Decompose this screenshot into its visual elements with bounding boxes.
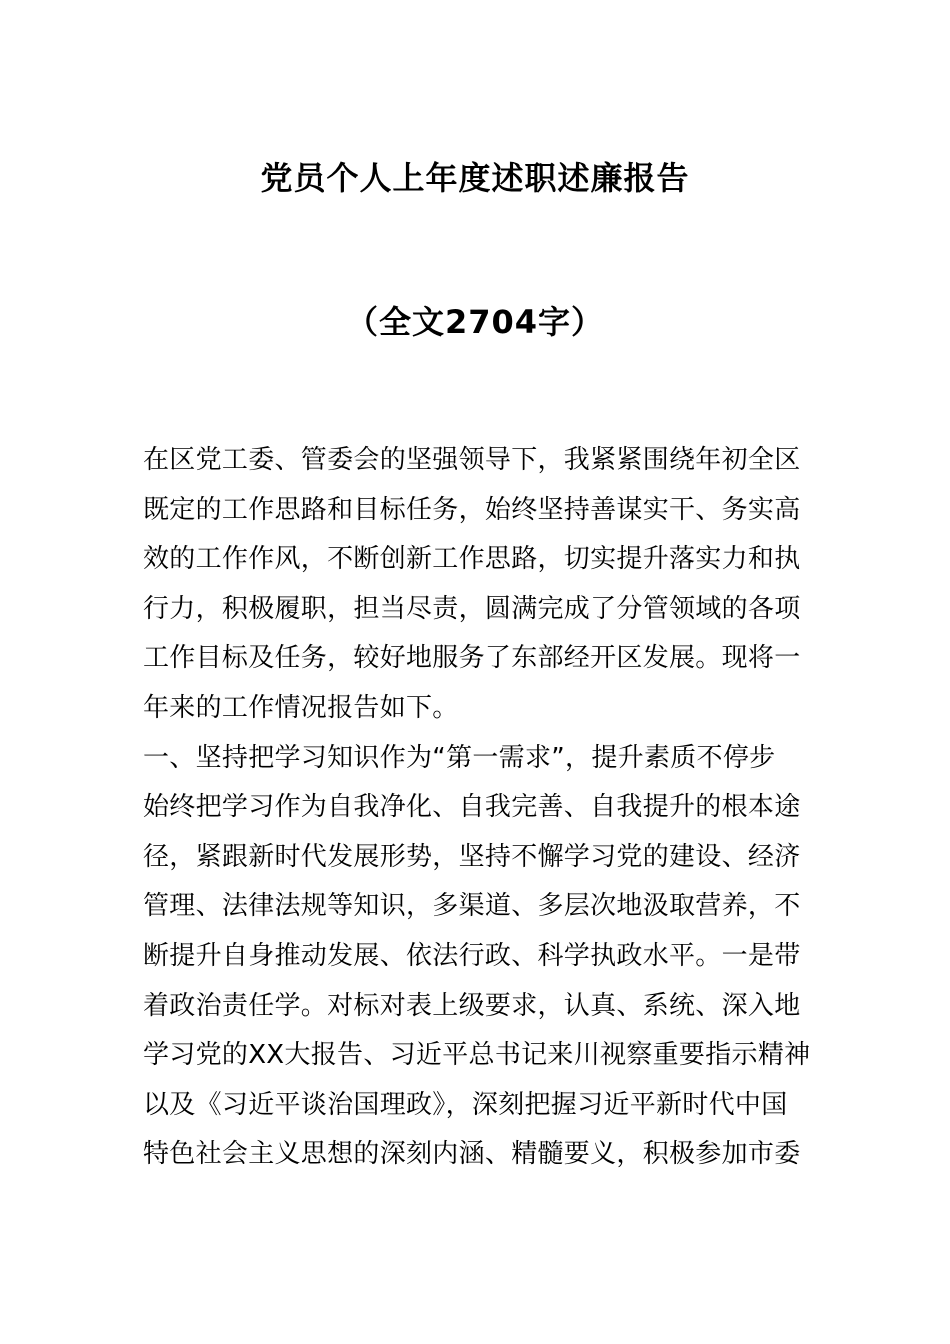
body-line: 始终把学习作为自我净化、自我完善、自我提升的根本途 [143, 792, 801, 823]
section-heading: 一、坚持把学习知识作为“第一需求”，提升素质不停步 [143, 742, 776, 773]
body-line: 以及《习近平谈治国理政》，深刻把握习近平新时代中国 [143, 1089, 788, 1120]
body-line: 着政治责任学。对标对表上级要求，认真、系统、深入地 [143, 990, 801, 1021]
document-title: 党员个人上年度述职述廉报告 [260, 159, 690, 197]
document-subtitle: （全文2704字） [345, 303, 605, 341]
body-line: 行力，积极履职，担当尽责，圆满完成了分管领域的各项 [143, 593, 801, 624]
body-line: 在区党工委、管委会的坚强领导下，我紧紧围绕年初全区 [143, 445, 801, 475]
body-line: 径，紧跟新时代发展形势，坚持不懈学习党的建设、经济 [143, 841, 801, 872]
body-line: 工作目标及任务，较好地服务了东部经开区发展。现将一 [143, 643, 801, 674]
body-line: 年来的工作情况报告如下。 [143, 692, 459, 723]
document-body [143, 436, 813, 1180]
body-line: 管理、法律法规等知识，多渠道、多层次地汲取营养，不 [143, 891, 801, 922]
body-line: 断提升自身推动发展、依法行政、科学执政水平。一是带 [143, 940, 801, 971]
body-line: 特色社会主义思想的深刻内涵、精髓要义，积极参加市委 [143, 1139, 801, 1170]
body-line: 学习党的XX大报告、习近平总书记来川视察重要指示精神 [143, 1040, 811, 1071]
body-line: 效的工作作风，不断创新工作思路，切实提升落实力和执 [143, 544, 801, 575]
body-line: 既定的工作思路和目标任务，始终坚持善谋实干、务实高 [143, 494, 801, 525]
